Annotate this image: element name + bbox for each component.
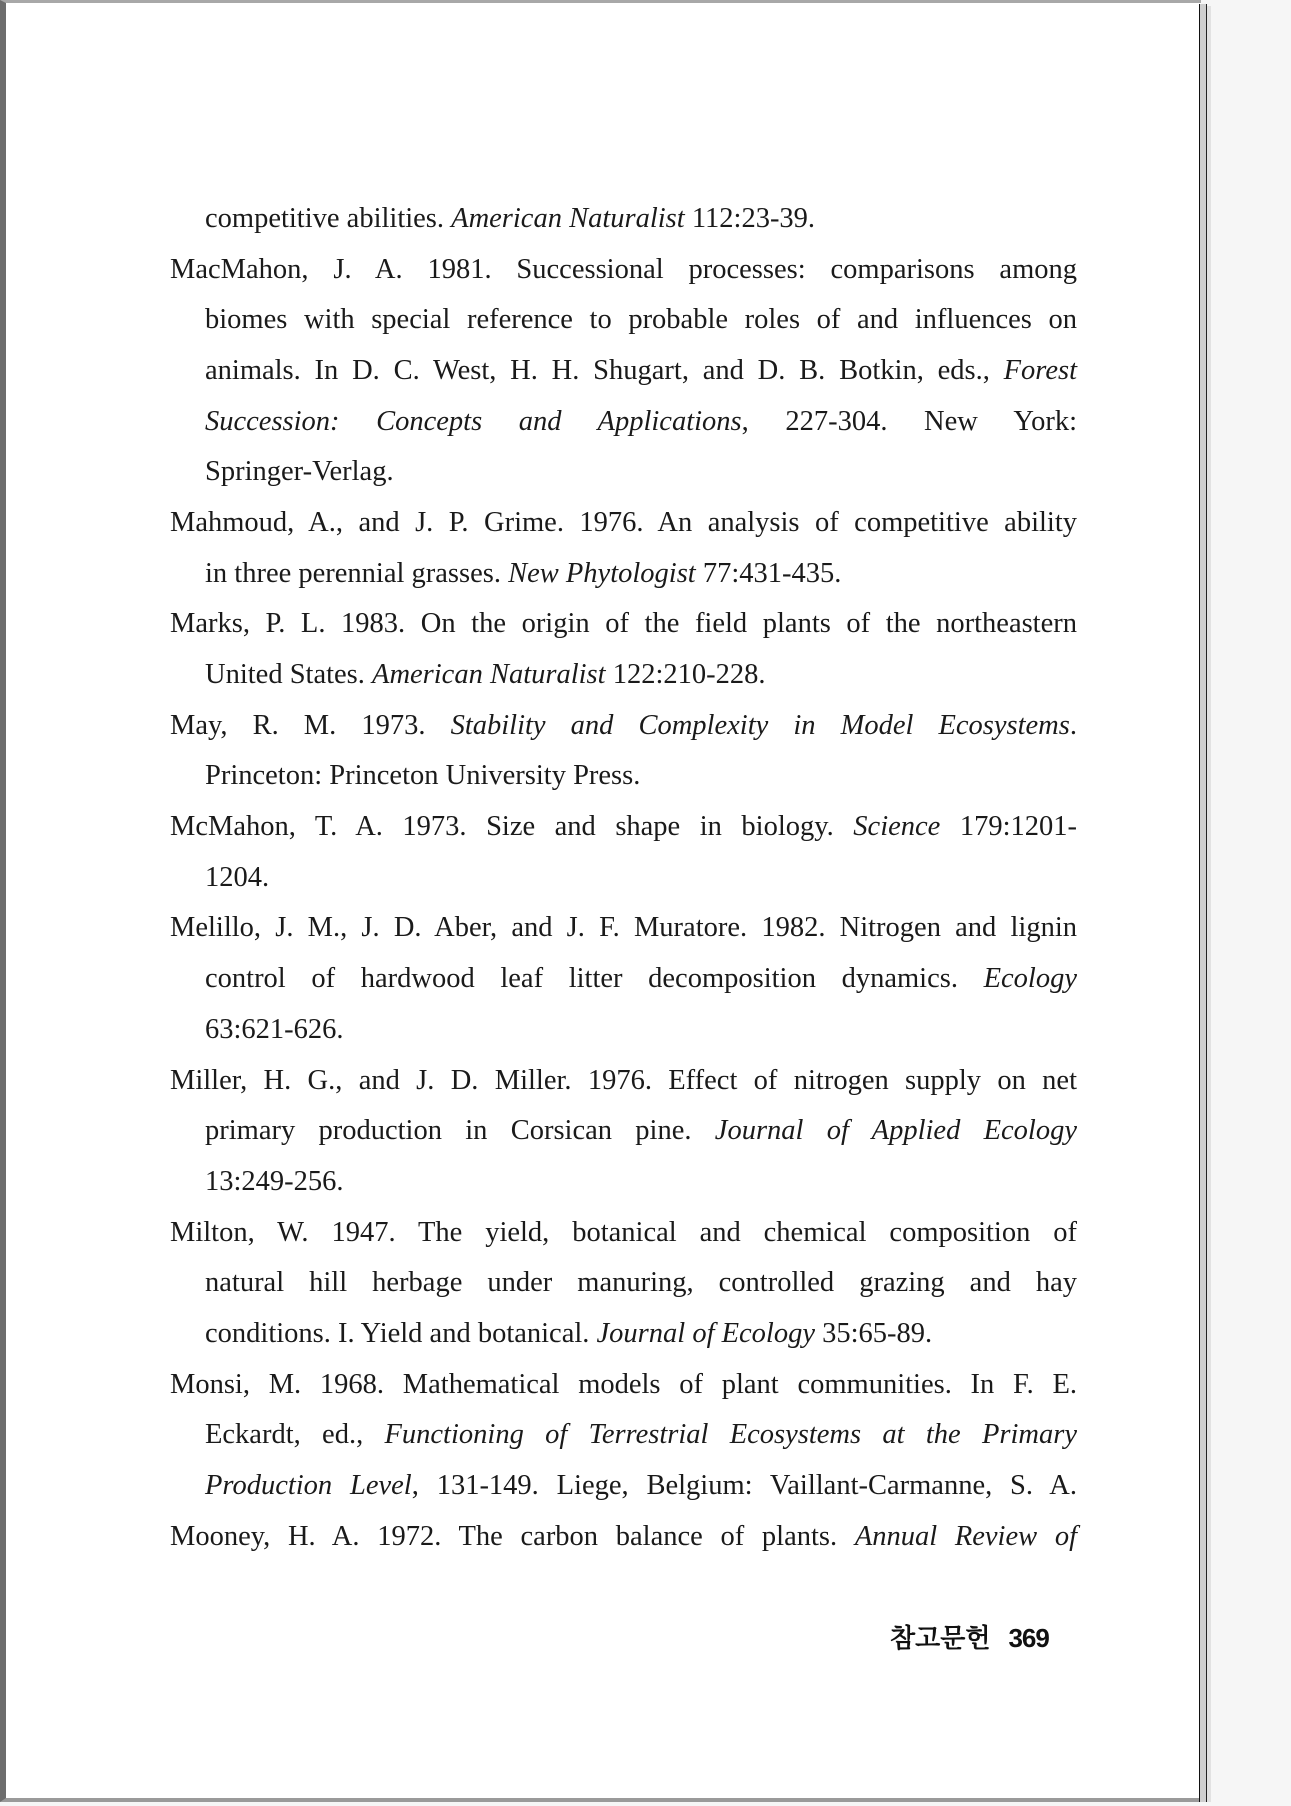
reference-line: Succession: Concepts and Applications, 227-304. New York: [205,406,1077,437]
reference-line: Marks, P. L. 1983. On the origin of the field plants of the northeastern [170,608,1077,639]
reference-line: United States. American Naturalist 122:210-228. [205,659,766,690]
page-footer [890,1618,1049,1655]
reference-line: in three perennial grasses. New Phytologist 77:431-435. [205,558,842,589]
reference-line: Eckardt, ed., Functioning of Terrestrial Ecosystems at the Primary [205,1419,1077,1450]
page-shadow [1207,6,1211,1802]
reference-line: biomes with special reference to probable roles of and influences on [205,304,1077,335]
reference-line: Production Level, 131-149. Liege, Belgium: Vaillant-Carmanne, S. A. [205,1470,1077,1501]
reference-line: Mahmoud, A., and J. P. Grime. 1976. An analysis of competitive ability [170,507,1077,538]
reference-line: Miller, H. G., and J. D. Miller. 1976. Effect of nitrogen supply on net [170,1065,1077,1096]
page-edge [1199,4,1207,1802]
reference-line: control of hardwood leaf litter decomposition dynamics. Ecology [205,963,1077,994]
reference-line: primary production in Corsican pine. Journal of Applied Ecology [205,1115,1077,1146]
reference-line: competitive abilities. American Naturalist 112:23-39. [205,203,816,234]
reference-line: MacMahon, J. A. 1981. Successional processes: comparisons among [170,254,1077,285]
reference-line: Springer-Verlag. [205,456,394,487]
reference-line: McMahon, T. A. 1973. Size and shape in biology. Science 179:1201- [170,811,1078,842]
reference-line: natural hill herbage under manuring, controlled grazing and hay [205,1267,1077,1298]
reference-line: 13:249-256. [205,1166,344,1197]
reference-line: 1204. [205,862,270,893]
reference-line: Melillo, J. M., J. D. Aber, and J. F. Muratore. 1982. Nitrogen and lignin [170,912,1077,943]
page-number: 369 [1008,1623,1049,1653]
reference-line: Milton, W. 1947. The yield, botanical and chemical composition of [170,1217,1077,1248]
reference-line: May, R. M. 1973. Stability and Complexity in Model Ecosystems. [170,710,1077,741]
section-label: 참고문헌 [890,1624,991,1654]
reference-line: 63:621-626. [205,1014,344,1045]
reference-line: Princeton: Princeton University Press. [205,760,641,791]
reference-line: Mooney, H. A. 1972. The carbon balance of plants. Annual Review of [170,1521,1078,1552]
reference-line: conditions. I. Yield and botanical. Journal of Ecology 35:65-89. [205,1318,933,1349]
reference-line: animals. In D. C. West, H. H. Shugart, and D. B. Botkin, eds., Forest [205,355,1077,386]
reference-line: Monsi, M. 1968. Mathematical models of plant communities. In F. E. [170,1369,1077,1400]
